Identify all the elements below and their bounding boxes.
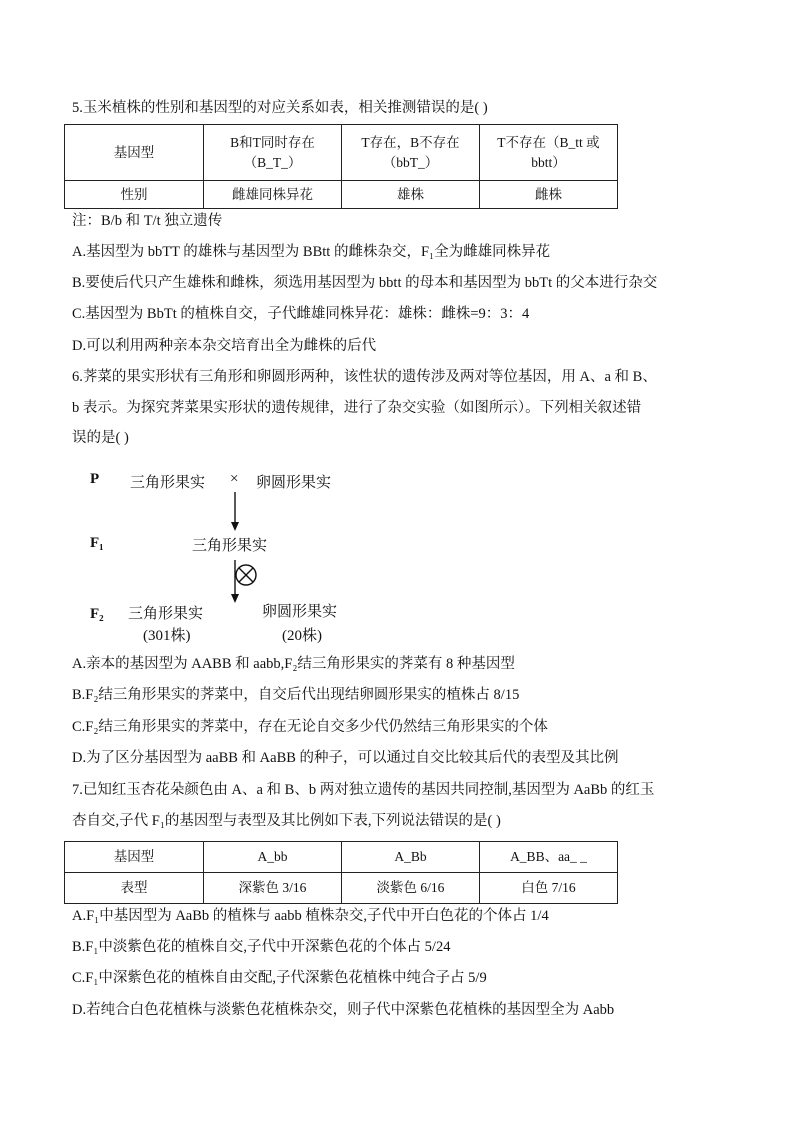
- q5-option-d: D.可以利用两种亲本杂交培育出全为雌株的后代: [72, 338, 377, 354]
- table-cell-text: B和T同时存在: [230, 134, 315, 150]
- table-cell-text: （B_T_）: [243, 154, 302, 170]
- q7-table-row: [65, 873, 618, 904]
- table-cell-text: 基因型: [113, 144, 155, 160]
- generation-label-p: P: [90, 471, 100, 487]
- q6-stem-line-2: b 表示。为探究荠菜果实形状的遗传规律，进行了杂交实验（如图所示）。下列相关叙述错: [72, 400, 642, 416]
- cross-symbol: ×: [230, 471, 239, 487]
- q7-option-a: A.F₁中基因型为 AaBb 的植株与 aabb 植株杂交,子代中开白色花的个体占 1/4: [72, 908, 549, 924]
- f2-phenotype-triangular: 三角形果实: [128, 606, 204, 622]
- selfing-symbol-icon: [236, 565, 256, 585]
- table-cell-text: bbtt）: [531, 154, 566, 170]
- table-cell: 雌雄同株异花: [204, 181, 342, 209]
- q6-option-c: C.F₂结三角形果实的荠菜中，存在无论自交多少代仍然结三角形果实的个体: [72, 719, 548, 735]
- f1-phenotype: 三角形果实: [192, 538, 268, 554]
- table-cell: 性别: [65, 181, 204, 209]
- table-cell: 淡紫色 6/16: [342, 873, 480, 904]
- p-parent-ovoid: 卵圆形果实: [256, 475, 332, 491]
- q7-option-c: C.F₁中深紫色花的植株自由交配,子代深紫色花植株中纯合子占 5/9: [72, 970, 487, 986]
- p-parent-triangular: 三角形果实: [130, 475, 206, 491]
- q7-option-b: B.F₁中淡紫色花的植株自交,子代中开深紫色花的个体占 5/24: [72, 939, 451, 955]
- q5-option-a: A.基因型为 bbTT 的雄株与基因型为 BBtt 的雌株杂交，F₁全为雌雄同株异花: [72, 244, 551, 260]
- q6-stem-line-1: 6.荠菜的果实形状有三角形和卵圆形两种，该性状的遗传涉及两对等位基因，用 A、a 和 B、: [72, 369, 657, 385]
- q5-option-b: B.要使后代只产生雄株和雌株，须选用基因型为 bbtt 的母本和基因型为 bbTt 的父本进行杂交: [72, 275, 658, 291]
- table-cell: A_Bb: [342, 842, 480, 873]
- table-cell: A_BB、aa_ _: [480, 842, 618, 873]
- q7-table-header-row: [65, 842, 618, 873]
- table-cell: 基因型: [65, 842, 204, 873]
- table-cell-text: （bbT_）: [382, 154, 439, 170]
- arrow-head: [231, 594, 239, 603]
- q6-option-b: B.F₂结三角形果实的荠菜中，自交后代出现结卵圆形果实的植株占 8/15: [72, 687, 520, 703]
- table-cell: 深紫色 3/16: [204, 873, 342, 904]
- table-cell: 雌株: [480, 181, 618, 209]
- q5-note: 注：B/b 和 T/t 独立遗传: [72, 213, 223, 229]
- table-cell: A_bb: [204, 842, 342, 873]
- f2-count-triangular: (301株): [143, 628, 191, 644]
- table-cell-text: T不存在（B_tt 或: [497, 134, 600, 150]
- arrow-head: [231, 522, 239, 531]
- table-cell: 白色 7/16: [480, 873, 618, 904]
- f2-phenotype-ovoid: 卵圆形果实: [262, 604, 338, 620]
- q7-stem-line-1: 7.已知红玉杏花朵颜色由 A、a 和 B、b 两对独立遗传的基因共同控制,基因型为 AaBb 的红玉: [72, 782, 655, 798]
- q7-phenotype-table: [64, 841, 618, 904]
- table-cell: 表型: [65, 873, 204, 904]
- generation-label-f1: F₁: [90, 535, 104, 551]
- table-cell-text: T存在，B不存在: [361, 134, 460, 150]
- generation-label-f2: F₂: [90, 606, 104, 622]
- q5-stem: 5.玉米植株的性别和基因型的对应关系如表，相关推测错误的是( ): [72, 100, 488, 116]
- q7-option-d: D.若纯合白色花植株与淡紫色花植株杂交，则子代中深紫色花植株的基因型全为 Aabb: [72, 1002, 615, 1018]
- q6-option-a: A.亲本的基因型为 AABB 和 aabb,F₂结三角形果实的荠菜有 8 种基因型: [72, 656, 515, 672]
- table-cell: 雄株: [342, 181, 480, 209]
- q5-option-c: C.基因型为 BbTt 的植株自交，子代雌雄同株异花：雄株：雌株=9：3：4: [72, 306, 530, 322]
- q6-stem-line-3: 误的是( ): [72, 430, 129, 446]
- f2-count-ovoid: (20株): [282, 628, 322, 644]
- q6-option-d: D.为了区分基因型为 aaBB 和 AaBB 的种子，可以通过自交比较其后代的表型及其比例: [72, 750, 619, 766]
- q7-stem-line-2: 杏自交,子代 F₁的基因型与表型及其比例如下表,下列说法错误的是( ): [72, 813, 501, 829]
